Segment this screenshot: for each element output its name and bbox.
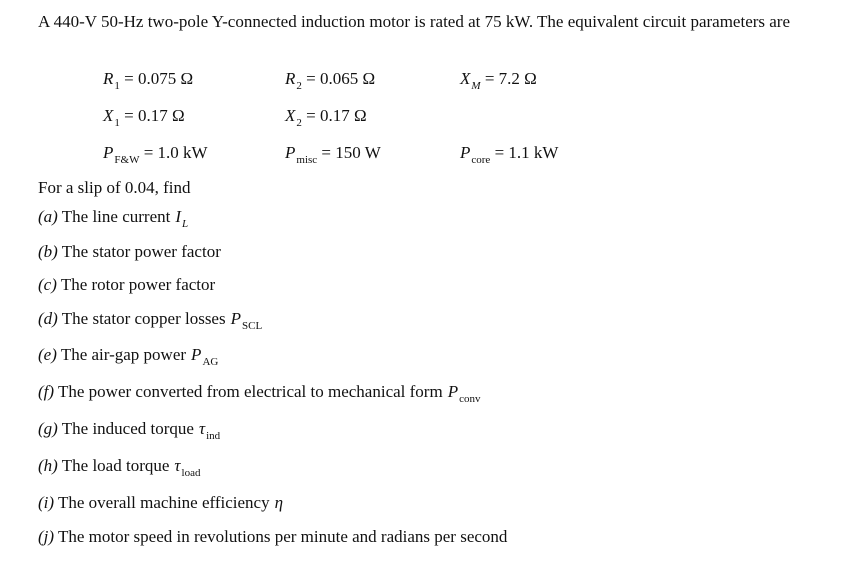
question-text: The load torque (61, 456, 170, 475)
question-item-i (38, 493, 283, 513)
question-item-a (38, 207, 188, 229)
question-subscript: L (182, 218, 189, 230)
question-symbol: P (230, 309, 241, 328)
question-text: The motor speed in revolutions per minute and radians per second (58, 527, 508, 546)
param-subscript: misc (296, 154, 318, 166)
param-r2 (285, 69, 375, 91)
param-symbol: R (285, 69, 296, 88)
param-symbol: X (285, 106, 296, 125)
question-item-f (38, 382, 480, 404)
param-pcore (460, 143, 558, 165)
param-x1 (103, 106, 185, 128)
question-text: The overall machine efficiency (58, 493, 270, 512)
question-item-e (38, 345, 218, 367)
question-subscript: SCL (242, 320, 263, 332)
param-symbol: P (285, 143, 296, 162)
problem-intro: A 440-V 50-Hz two-pole Y-connected induction motor is rated at 75 kW. The equivalent circuit parameters are (38, 12, 791, 31)
param-subscript: M (471, 80, 481, 92)
question-subscript: ind (206, 430, 221, 442)
question-text: The induced torque (61, 419, 194, 438)
question-subscript: AG (202, 356, 219, 368)
param-r1 (103, 69, 193, 91)
question-symbol: τ (198, 419, 206, 438)
question-symbol: I (175, 207, 182, 226)
question-label: (h) (38, 456, 58, 475)
param-value: = 150 W (321, 143, 381, 162)
param-subscript: 2 (296, 117, 302, 129)
question-subscript: conv (459, 393, 481, 405)
question-label: (a) (38, 207, 58, 226)
question-label: (b) (38, 242, 58, 261)
question-symbol: η (274, 493, 284, 512)
param-value: = 0.17 Ω (124, 106, 185, 125)
param-value: = 7.2 Ω (484, 69, 537, 88)
param-pfw (103, 143, 208, 165)
question-label: (i) (38, 493, 55, 512)
question-text: The line current (61, 207, 171, 226)
param-symbol: P (460, 143, 471, 162)
param-subscript: core (471, 154, 491, 166)
question-text: The stator power factor (61, 242, 221, 261)
question-label: (d) (38, 309, 58, 328)
question-label: (e) (38, 345, 57, 364)
param-symbol: P (103, 143, 114, 162)
param-subscript: 1 (114, 117, 120, 129)
question-item-g (38, 419, 220, 441)
question-text: The stator copper losses (61, 309, 226, 328)
param-value: = 1.1 kW (494, 143, 559, 162)
question-item-b (38, 242, 221, 262)
param-xm (460, 69, 537, 91)
param-value: = 0.17 Ω (306, 106, 367, 125)
question-label: (c) (38, 275, 57, 294)
param-pmisc (285, 143, 381, 165)
question-subscript: load (181, 467, 201, 479)
find-prompt: For a slip of 0.04, find (38, 178, 191, 197)
param-subscript: F&W (114, 154, 140, 166)
question-symbol: τ (174, 456, 181, 475)
question-label: (j) (38, 527, 55, 546)
question-item-h (38, 456, 200, 478)
question-label: (g) (38, 419, 58, 438)
question-item-c (38, 275, 215, 295)
question-text: The rotor power factor (60, 275, 216, 294)
param-subscript: 1 (114, 80, 120, 92)
question-symbol: P (191, 345, 202, 364)
param-symbol: R (103, 69, 114, 88)
param-value: = 0.075 Ω (124, 69, 194, 88)
param-value: = 0.065 Ω (306, 69, 376, 88)
param-x2 (285, 106, 367, 128)
param-symbol: X (460, 69, 471, 88)
param-symbol: X (103, 106, 114, 125)
question-text: The power converted from electrical to mechanical form (58, 382, 443, 401)
question-item-d (38, 309, 262, 331)
param-value: = 1.0 kW (143, 143, 208, 162)
question-label: (f) (38, 382, 55, 401)
param-subscript: 2 (296, 80, 302, 92)
question-text: The air-gap power (60, 345, 187, 364)
question-symbol: P (447, 382, 459, 401)
question-item-j (38, 527, 507, 547)
